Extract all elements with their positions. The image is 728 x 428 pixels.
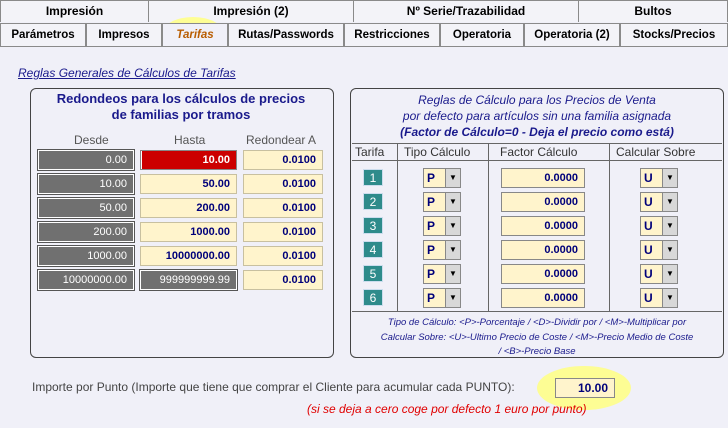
- section-title: Reglas Generales de Cálculos de Tarifas: [18, 66, 236, 80]
- tab-restricciones[interactable]: Restricciones: [344, 23, 440, 46]
- dropdown-arrow-icon[interactable]: ▼: [445, 217, 460, 235]
- col-header-desde: Desde: [74, 133, 109, 147]
- tipo-calculo-value: P: [427, 267, 436, 281]
- dropdown-arrow-icon[interactable]: ▼: [445, 169, 460, 187]
- tab-tarifas[interactable]: Tarifas: [162, 23, 228, 46]
- desde-cell: 10000000.00: [38, 270, 134, 290]
- hasta-input: 999999999.99: [140, 270, 237, 290]
- dropdown-arrow-icon[interactable]: ▼: [662, 169, 677, 187]
- tipo-calculo-value: P: [427, 171, 436, 185]
- reglas-col-divider: [488, 144, 489, 311]
- calcular-sobre-select[interactable]: [640, 264, 678, 284]
- tipo-calculo-select[interactable]: [423, 192, 461, 212]
- reglas-table-bottom-line: [352, 311, 722, 312]
- tab-operatoria[interactable]: Operatoria: [440, 23, 524, 46]
- importe-input[interactable]: 10.00: [555, 378, 615, 398]
- dropdown-arrow-icon[interactable]: ▼: [445, 241, 460, 259]
- hasta-input[interactable]: 200.00: [140, 198, 237, 218]
- reglas-header-bottom-line: [352, 160, 722, 161]
- reglas-header-top-line: [352, 143, 722, 144]
- tab-operatoria-2-[interactable]: Operatoria (2): [524, 23, 620, 46]
- hasta-input[interactable]: 1000.00: [140, 222, 237, 242]
- tipo-calculo-value: P: [427, 243, 436, 257]
- col-header-factor: Factor Cálculo: [500, 145, 578, 159]
- tab-par-metros[interactable]: Parámetros: [0, 23, 86, 46]
- dropdown-arrow-icon[interactable]: ▼: [662, 241, 677, 259]
- legend-sobre-cont: / <B>-Precio Base: [498, 346, 576, 357]
- calcular-sobre-value: U: [644, 171, 653, 185]
- desde-cell: 1000.00: [38, 246, 134, 266]
- col-header-sobre: Calcular Sobre: [616, 145, 696, 159]
- tab-top-0[interactable]: Impresión: [0, 0, 149, 22]
- desde-cell: 200.00: [38, 222, 134, 242]
- hasta-input[interactable]: 50.00: [140, 174, 237, 194]
- dropdown-arrow-icon[interactable]: ▼: [445, 289, 460, 307]
- dropdown-arrow-icon[interactable]: ▼: [445, 193, 460, 211]
- redondeos-title-line2: de familias por tramos: [111, 107, 251, 122]
- calcular-sobre-value: U: [644, 267, 653, 281]
- dropdown-arrow-icon[interactable]: ▼: [662, 289, 677, 307]
- redondear-input[interactable]: 0.0100: [243, 174, 323, 194]
- tipo-calculo-select[interactable]: [423, 240, 461, 260]
- desde-cell: 10.00: [38, 174, 134, 194]
- col-header-redondear: Redondear A: [246, 133, 317, 147]
- tarifa-number: 6: [363, 289, 383, 306]
- legend-tipo: Tipo de Cálculo: <P>-Porcentaje / <D>-Dividir por / <M>-Multiplicar por: [387, 317, 687, 328]
- calcular-sobre-value: U: [644, 291, 653, 305]
- tipo-calculo-select[interactable]: [423, 168, 461, 188]
- tipo-calculo-value: P: [427, 291, 436, 305]
- calcular-sobre-select[interactable]: [640, 168, 678, 188]
- tarifa-number: 2: [363, 193, 383, 210]
- tipo-calculo-select[interactable]: [423, 216, 461, 236]
- reglas-title-line1: Reglas de Cálculo para los Precios de Venta: [418, 93, 656, 107]
- redondeos-title-line1: Redondeos para los cálculos de precios: [56, 91, 306, 106]
- dropdown-arrow-icon[interactable]: ▼: [662, 217, 677, 235]
- dropdown-arrow-icon[interactable]: ▼: [662, 265, 677, 283]
- hasta-input[interactable]: 10000000.00: [140, 246, 237, 266]
- calcular-sobre-value: U: [644, 219, 653, 233]
- tarifa-number: 1: [363, 169, 383, 186]
- calcular-sobre-select[interactable]: [640, 240, 678, 260]
- calcular-sobre-select[interactable]: [640, 288, 678, 308]
- redondear-input[interactable]: 0.0100: [243, 222, 323, 242]
- redondear-input[interactable]: 0.0100: [243, 150, 323, 170]
- tipo-calculo-value: P: [427, 195, 436, 209]
- calcular-sobre-value: U: [644, 243, 653, 257]
- col-header-hasta: Hasta: [174, 133, 206, 147]
- calcular-sobre-value: U: [644, 195, 653, 209]
- dropdown-arrow-icon[interactable]: ▼: [445, 265, 460, 283]
- factor-calculo-input[interactable]: 0.0000: [501, 288, 585, 308]
- tipo-calculo-select[interactable]: [423, 264, 461, 284]
- redondear-input[interactable]: 0.0100: [243, 270, 323, 290]
- dropdown-arrow-icon[interactable]: ▼: [662, 193, 677, 211]
- reglas-col-divider: [397, 144, 398, 311]
- importe-note: (si se deja a cero coge por defecto 1 euro por punto): [307, 402, 587, 416]
- tipo-calculo-select[interactable]: [423, 288, 461, 308]
- tipo-calculo-value: P: [427, 219, 436, 233]
- tab-rutas-passwords[interactable]: Rutas/Passwords: [228, 23, 344, 46]
- redondear-input[interactable]: 0.0100: [243, 246, 323, 266]
- factor-calculo-input[interactable]: 0.0000: [501, 240, 585, 260]
- factor-calculo-input[interactable]: 0.0000: [501, 168, 585, 188]
- tarifa-number: 5: [363, 265, 383, 282]
- tarifa-number: 3: [363, 217, 383, 234]
- tab-top-1[interactable]: Impresión (2): [148, 0, 354, 22]
- desde-cell: 50.00: [38, 198, 134, 218]
- desde-cell: 0.00: [38, 150, 134, 170]
- tarifa-number: 4: [363, 241, 383, 258]
- redondear-input[interactable]: 0.0100: [243, 198, 323, 218]
- col-header-tipo: Tipo Cálculo: [404, 145, 471, 159]
- factor-calculo-input[interactable]: 0.0000: [501, 192, 585, 212]
- importe-label: Importe por Punto (Importe que tiene que comprar el Cliente para acumular cada PUNTO):: [32, 380, 515, 394]
- calcular-sobre-select[interactable]: [640, 216, 678, 236]
- tab-top-2[interactable]: Nº Serie/Trazabilidad: [353, 0, 579, 22]
- tab-impresos[interactable]: Impresos: [86, 23, 162, 46]
- reglas-col-divider: [609, 144, 610, 311]
- legend-sobre: Calcular Sobre: <U>-Ultimo Precio de Coste / <M>-Precio Medio de Coste: [380, 332, 694, 343]
- col-header-tarifa: Tarifa: [355, 145, 385, 159]
- tab-stocks-precios[interactable]: Stocks/Precios: [620, 23, 728, 46]
- calcular-sobre-select[interactable]: [640, 192, 678, 212]
- factor-calculo-input[interactable]: 0.0000: [501, 264, 585, 284]
- factor-calculo-input[interactable]: 0.0000: [501, 216, 585, 236]
- reglas-title-line2: por defecto para artículos sin una familia asignada: [402, 109, 672, 123]
- tab-top-3[interactable]: Bultos: [578, 0, 728, 22]
- reglas-title-line3: (Factor de Cálculo=0 - Deja el precio como está): [400, 125, 674, 139]
- hasta-input[interactable]: 10.00: [140, 150, 237, 170]
